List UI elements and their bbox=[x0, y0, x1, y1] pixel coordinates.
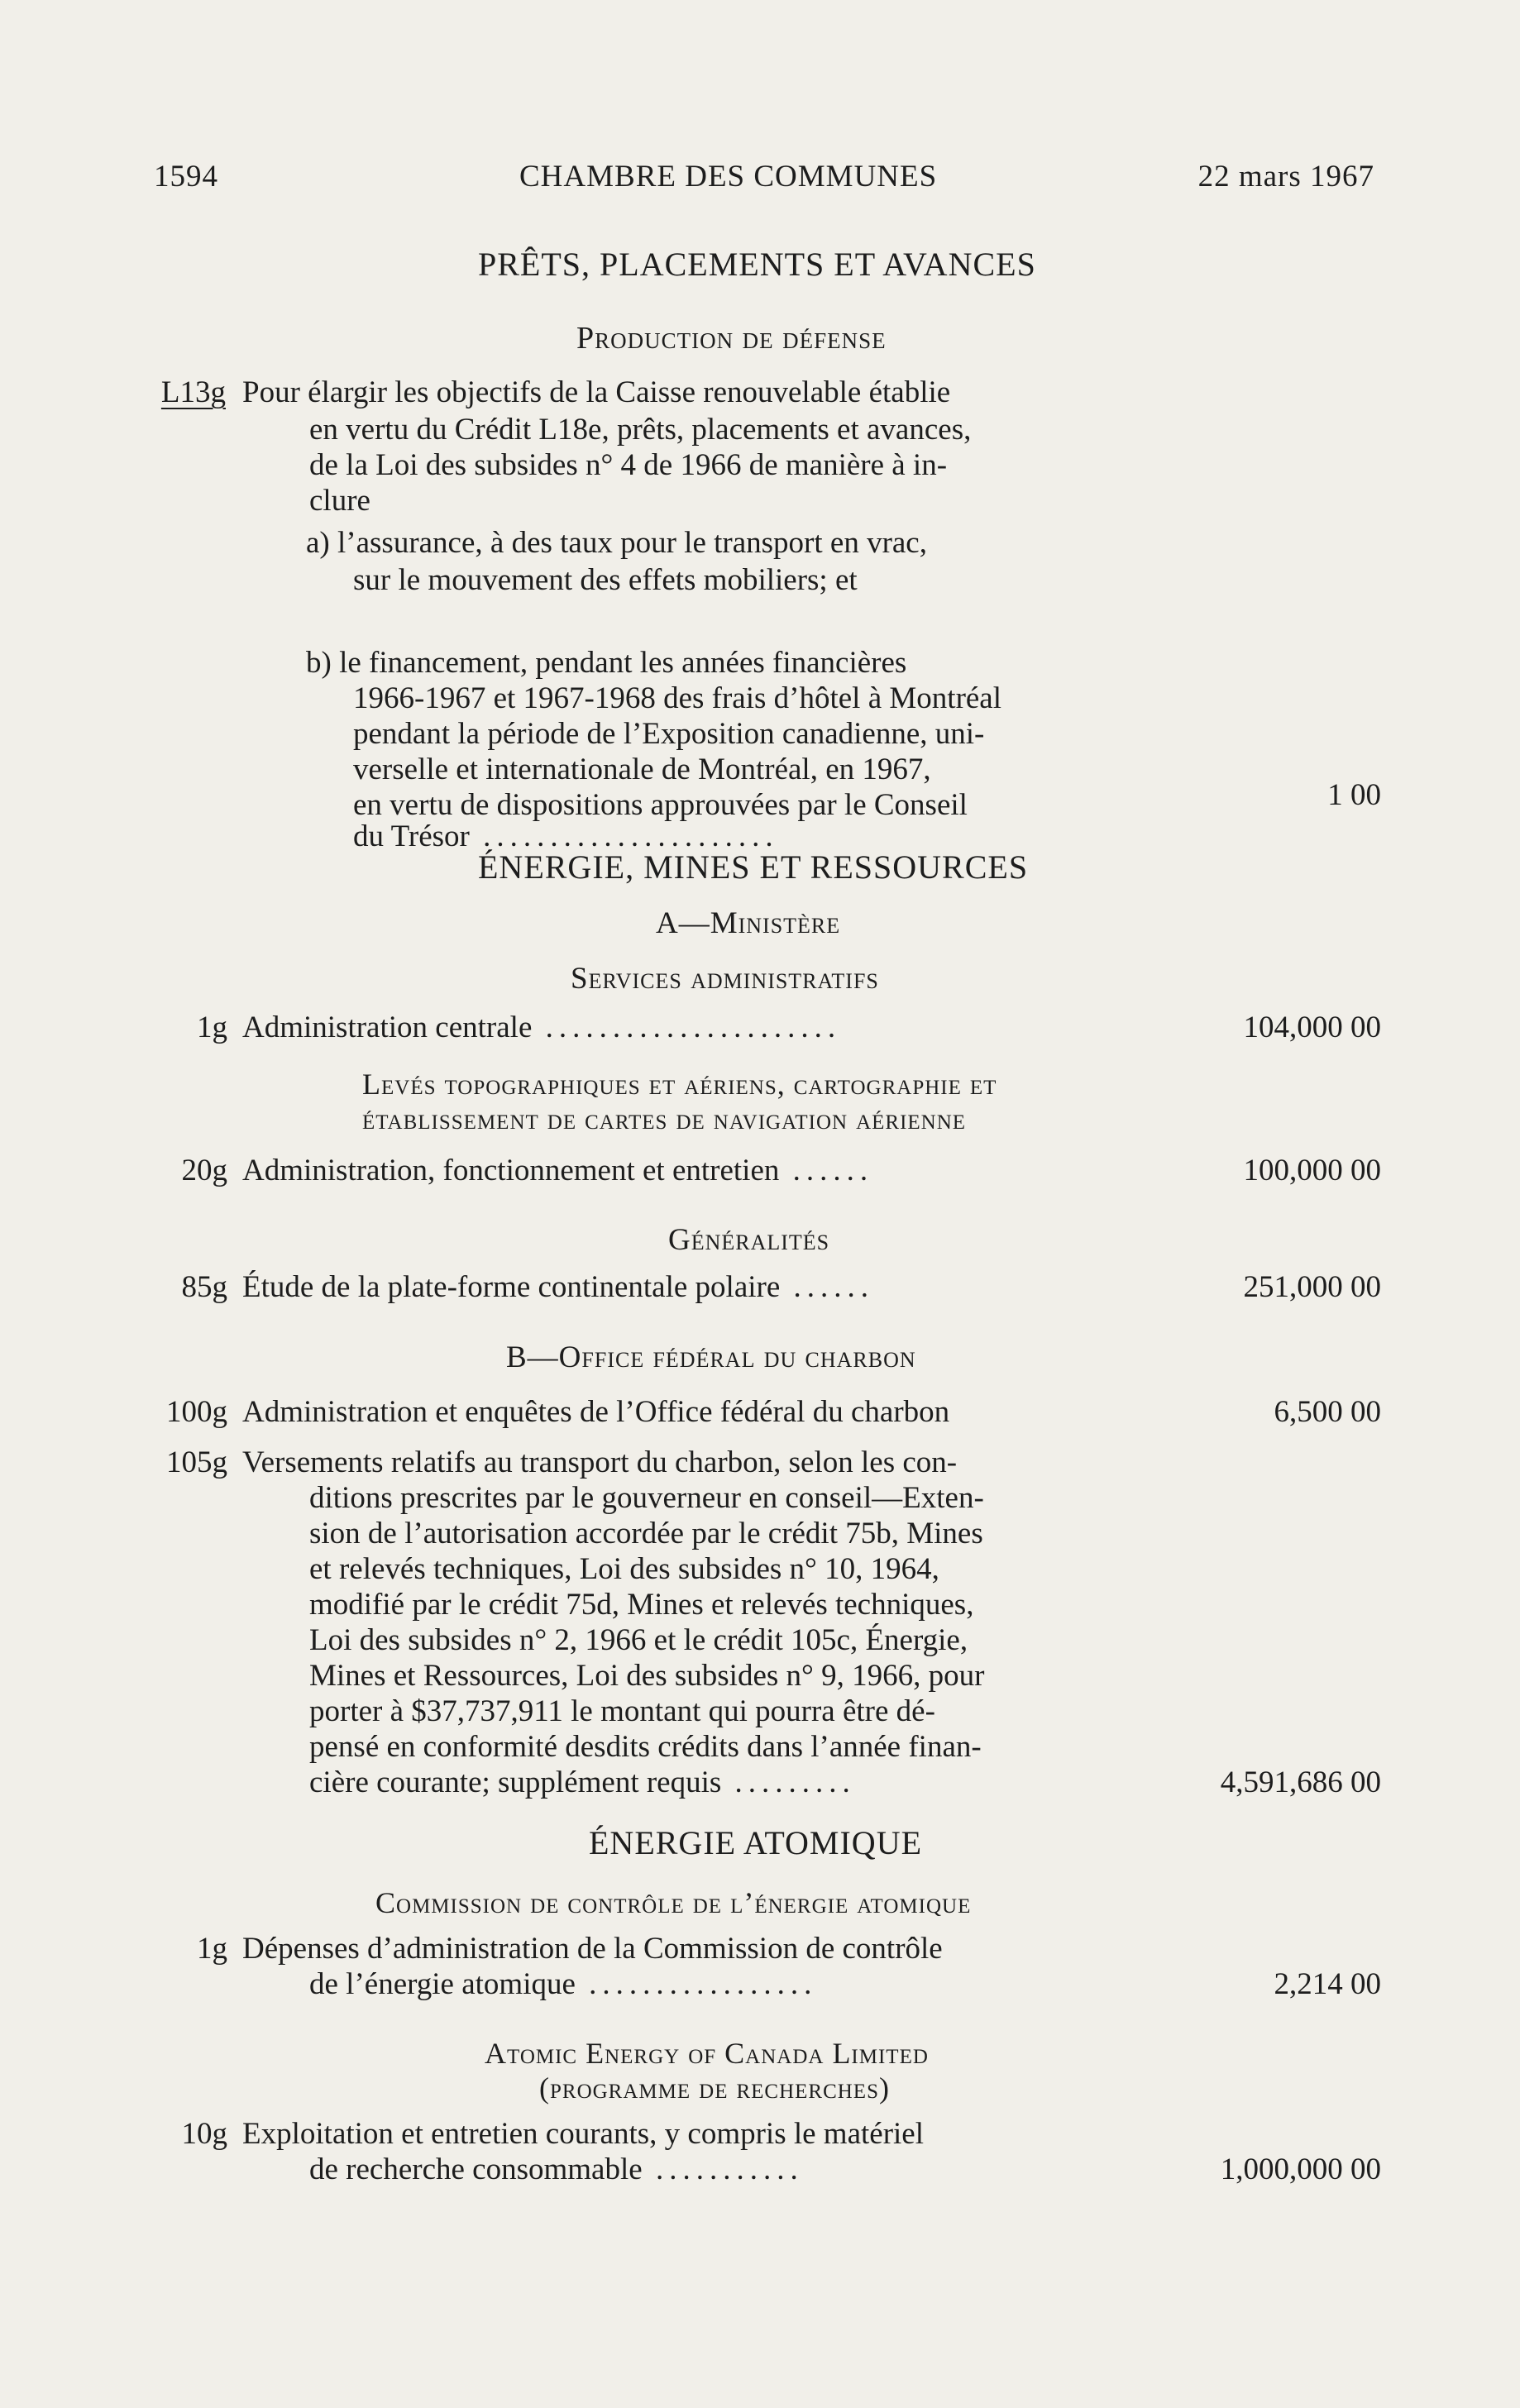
atomic-1g-amount: 2,214 00 bbox=[1274, 1967, 1381, 2001]
l13g-line-9: pendant la période de l’Exposition canadienne, uni- bbox=[353, 717, 985, 751]
l13g-line-6: sur le mouvement des effets mobiliers; et bbox=[353, 563, 858, 597]
vote-20g-amount: 100,000 00 bbox=[1243, 1154, 1381, 1187]
l13g-line-5: a) l’assurance, à des taux pour le transport en vrac, bbox=[306, 526, 927, 560]
vote-code-l13g: L13g bbox=[160, 375, 226, 409]
vote-1g-text: Administration centrale ...................... bbox=[242, 1010, 842, 1044]
vote-10g-line-1: Exploitation et entretien courants, y compris le matériel bbox=[242, 2117, 925, 2151]
vote-105g-line-9: pensé en conformité desdits crédits dans l’année finan- bbox=[309, 1730, 982, 1764]
l13g-line-11: en vertu de dispositions approuvées par le Conseil bbox=[353, 788, 968, 822]
subsection-leves-line-2: établissement de cartes de navigation aérienne bbox=[362, 1102, 967, 1135]
vote-105g-amount: 4,591,686 00 bbox=[1220, 1765, 1381, 1799]
vote-code-85g: 85g bbox=[181, 1270, 227, 1304]
vote-code-100g: 100g bbox=[166, 1395, 227, 1429]
vote-code-1g: 1g bbox=[197, 1010, 227, 1044]
vote-105g-line-4: et relevés techniques, Loi des subsides n° 10, 1964, bbox=[309, 1552, 939, 1586]
section-title-energie-atomique: ÉNERGIE ATOMIQUE bbox=[589, 1824, 923, 1861]
atomic-1g-line-2: de l’énergie atomique ................. bbox=[309, 1967, 818, 2001]
l13g-line-8: 1966-1967 et 1967-1968 des frais d’hôtel à Montréal bbox=[353, 681, 1002, 715]
l13g-line-2: en vertu du Crédit L18e, prêts, placements et avances, bbox=[309, 413, 972, 447]
page-number: 1594 bbox=[154, 160, 218, 194]
vote-105g-line-1: Versements relatifs au transport du charbon, selon les con- bbox=[242, 1445, 958, 1479]
subsection-a-ministere: A—Ministère bbox=[656, 906, 841, 940]
vote-10g-amount: 1,000,000 00 bbox=[1220, 2152, 1381, 2186]
vote-105g-line-5: modifié par le crédit 75d, Mines et relevés techniques, bbox=[309, 1588, 974, 1622]
vote-code-20g: 20g bbox=[181, 1154, 227, 1187]
section-title-prets: PRÊTS, PLACEMENTS ET AVANCES bbox=[478, 246, 1036, 283]
vote-105g-line-2: ditions prescrites par le gouverneur en conseil—Exten- bbox=[309, 1481, 984, 1515]
l13g-line-10: verselle et internationale de Montréal, en 1967, bbox=[353, 752, 931, 786]
l13g-line-7: b) le financement, pendant les années financières bbox=[306, 646, 907, 680]
subsection-services-admin: Services administratifs bbox=[571, 962, 879, 996]
vote-105g-line-6: Loi des subsides n° 2, 1966 et le crédit 105c, Énergie, bbox=[309, 1623, 968, 1657]
subsection-aecl-line-2: (programme de recherches) bbox=[539, 2071, 890, 2105]
subsection-production-defense: Production de défense bbox=[576, 321, 887, 356]
running-date: 22 mars 1967 bbox=[1197, 160, 1374, 194]
subsection-b-office-charbon: B—Office fédéral du charbon bbox=[506, 1340, 916, 1374]
vote-code-105g: 105g bbox=[166, 1445, 227, 1479]
vote-10g-line-2: de recherche consommable ........... bbox=[309, 2152, 804, 2186]
running-title: CHAMBRE DES COMMUNES bbox=[519, 160, 938, 194]
vote-code-atomic-1g: 1g bbox=[197, 1932, 227, 1966]
vote-100g-text: Administration et enquêtes de l’Office fédéral du charbon bbox=[242, 1395, 950, 1429]
vote-105g-line-7: Mines et Ressources, Loi des subsides n° 9, 1966, pour bbox=[309, 1659, 985, 1693]
vote-100g-amount: 6,500 00 bbox=[1274, 1395, 1381, 1429]
vote-105g-line-10: cière courante; supplément requis ......... bbox=[309, 1765, 856, 1799]
subsection-aecl-line-1: Atomic Energy of Canada Limited bbox=[485, 2037, 929, 2070]
vote-85g-amount: 251,000 00 bbox=[1243, 1270, 1381, 1304]
subsection-commission-controle: Commission de contrôle de l’énergie atomique bbox=[375, 1886, 972, 1919]
subsection-generalites: Généralités bbox=[668, 1223, 830, 1257]
subsection-leves-line-1: Levés topographiques et aériens, cartographie et bbox=[362, 1068, 997, 1101]
vote-1g-amount: 104,000 00 bbox=[1243, 1010, 1381, 1044]
vote-20g-text: Administration, fonctionnement et entretien ...... bbox=[242, 1154, 874, 1187]
vote-code-10g: 10g bbox=[181, 2117, 227, 2151]
l13g-line-4: clure bbox=[309, 484, 370, 518]
atomic-1g-line-1: Dépenses d’administration de la Commission de contrôle bbox=[242, 1932, 943, 1966]
l13g-line-12: du Trésor ...................... bbox=[353, 819, 779, 853]
l13g-line-3: de la Loi des subsides n° 4 de 1966 de manière à in- bbox=[309, 448, 948, 482]
vote-85g-text: Étude de la plate-forme continentale polaire ...... bbox=[242, 1270, 875, 1304]
vote-105g-line-8: porter à $37,737,911 le montant qui pourra être dé- bbox=[309, 1694, 935, 1728]
l13g-amount: 1 00 bbox=[1327, 778, 1381, 812]
vote-105g-line-3: sion de l’autorisation accordée par le crédit 75b, Mines bbox=[309, 1517, 983, 1550]
l13g-line-1: Pour élargir les objectifs de la Caisse renouvelable établie bbox=[242, 375, 951, 409]
section-title-energie-mines: ÉNERGIE, MINES ET RESSOURCES bbox=[478, 848, 1029, 886]
